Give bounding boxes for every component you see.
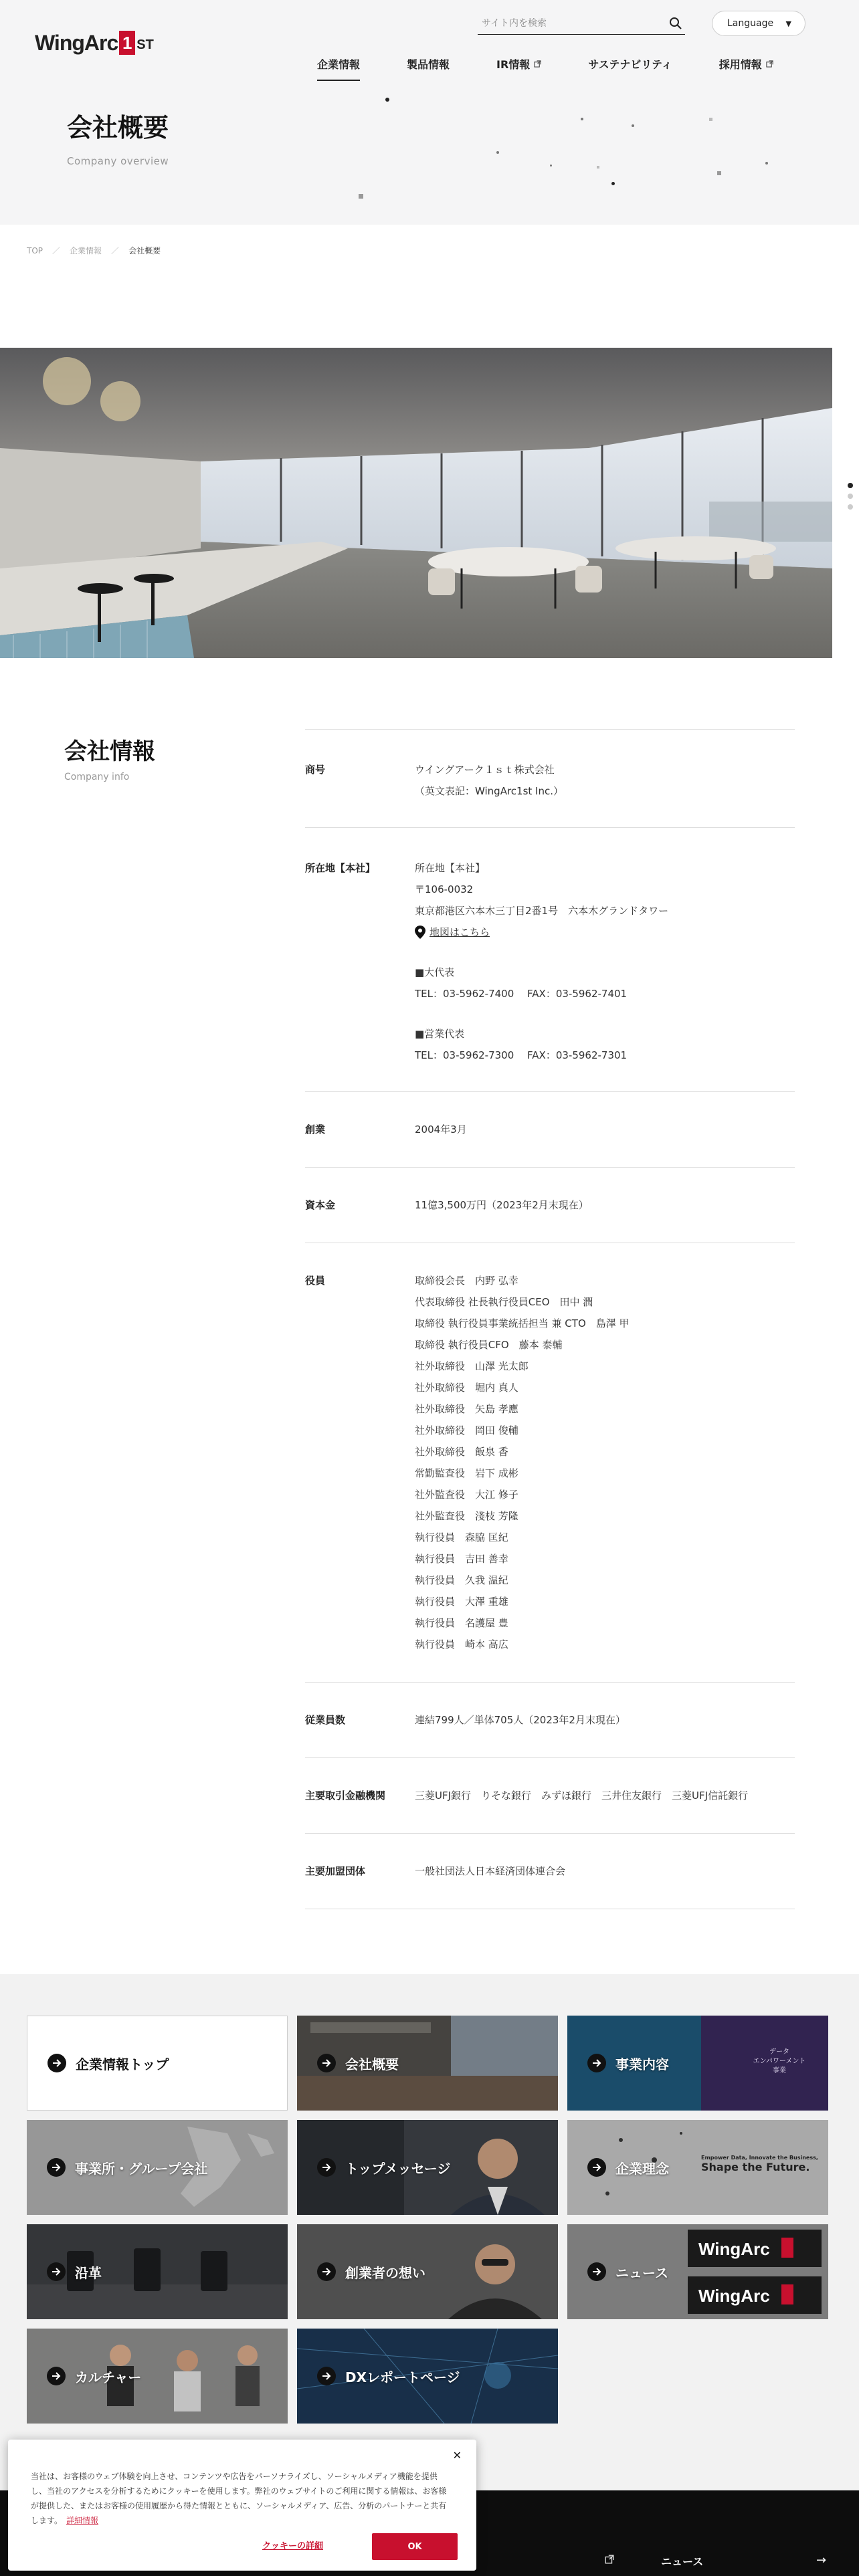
officer-line: 代表取締役 社長執行役員CEO 田中 潤 (415, 1296, 593, 1308)
card-label: 会社概要 (345, 2056, 399, 2072)
arrow-right-icon (317, 2367, 336, 2385)
card-label: ニュース (615, 2264, 668, 2281)
logo-wordmark: WingArc (35, 30, 118, 55)
card-company-overview[interactable] (297, 2016, 558, 2111)
card-label: カルチャー (75, 2369, 142, 2385)
external-link-icon (534, 60, 541, 68)
slider-dot[interactable] (848, 483, 853, 488)
arrow-right-icon (317, 2262, 336, 2281)
breadcrumb-top[interactable]: TOP (27, 245, 43, 255)
info-row-capital (305, 1168, 795, 1243)
row-value (415, 1270, 795, 1655)
decor-dot (632, 124, 634, 127)
arrow-right-icon (587, 2054, 606, 2072)
cookie-message: 当社は、お客様のウェブ体験を向上させ、コンテンツや広告をパーソナライズし、ソーシャルメディア機能を提供し、当社のアクセスを分析するためにクッキーを使用します。弊社のウェブサイトのご利用に関する情報は、お客様が提供した、またはお客様の使用履歴から得た情報とともに、ソーシャルメディア、広告、分析のパートナーと共有します。 (31, 2472, 447, 2525)
value-line: （英文表記：WingArc1st Inc.） (415, 785, 563, 797)
arrow-right-icon (47, 2262, 66, 2281)
company-info-table (305, 729, 795, 1909)
row-label: 所在地【本社】 (305, 862, 376, 874)
arrow-right-icon (587, 2262, 606, 2281)
map-link[interactable] (415, 922, 795, 943)
cookie-banner (8, 2440, 476, 2571)
card-business[interactable] (567, 2016, 828, 2111)
officer-line: 執行役員 久我 温紀 (415, 1574, 508, 1586)
decor-dot (385, 98, 389, 102)
row-label: 従業員数 (305, 1714, 346, 1726)
nav-label: 企業情報 (317, 58, 361, 71)
global-nav (317, 55, 773, 81)
decor-square (597, 166, 599, 169)
slider-pagination (848, 483, 853, 510)
value-line: 所在地【本社】 (415, 862, 486, 874)
close-icon[interactable]: ✕ (452, 2449, 462, 2462)
card-label: 企業情報トップ (76, 2056, 169, 2072)
row-label: 商号 (305, 764, 326, 776)
arrow-right-icon[interactable]: → (816, 2553, 827, 2567)
decor-dot (611, 182, 615, 185)
card-label: 企業理念 (615, 2160, 669, 2177)
card-label: 沿革 (75, 2264, 102, 2281)
row-value: 11億3,500万円（2023年2月末現在） (415, 1199, 589, 1211)
external-link-icon (605, 2555, 614, 2564)
info-row-founded (305, 1092, 795, 1168)
breadcrumb-separator: ／ (52, 246, 61, 255)
slider-dot[interactable] (848, 494, 853, 499)
arrow-right-icon (587, 2158, 606, 2177)
breadcrumb-separator: ／ (111, 246, 120, 255)
value-line: TEL：03-5962-7300 FAX：03-5962-7301 (415, 1049, 628, 1061)
language-select[interactable] (712, 11, 805, 36)
site-search (478, 12, 685, 35)
svg-text:WingArc: WingArc (698, 2239, 770, 2259)
search-icon[interactable] (666, 14, 685, 33)
decor-square (709, 118, 712, 121)
nav-item-ir[interactable] (496, 55, 541, 81)
card-news[interactable] (567, 2224, 828, 2319)
value-line: ウイングアーク１ｓｔ株式会社 (415, 764, 555, 776)
section-subtitle: Company info (64, 772, 130, 782)
row-label: 主要加盟団体 (305, 1865, 366, 1877)
officer-line: 社外取締役 矢島 孝應 (415, 1403, 518, 1415)
officer-line: 取締役 執行役員CFO 藤本 泰輔 (415, 1339, 563, 1351)
arrow-right-icon (47, 2054, 66, 2072)
nav-item-recruit[interactable] (719, 55, 773, 81)
row-label: 創業 (305, 1123, 326, 1136)
card-background (297, 2224, 558, 2319)
row-label: 主要取引金融機関 (305, 1790, 386, 1802)
page-subtitle: Company overview (67, 155, 169, 167)
decor-square (359, 194, 363, 199)
decor-square (717, 171, 721, 175)
value-line: 東京都港区六本木三丁目2番1号 六本木グランドタワー (415, 905, 669, 917)
card-dx-report[interactable] (297, 2329, 558, 2424)
cookie-details-link[interactable]: クッキーの詳細 (262, 2541, 324, 2551)
card-label: 創業者の想い (345, 2264, 425, 2281)
row-value: 2004年3月 (415, 1123, 467, 1136)
row-value: 三菱UFJ銀行 りそな銀行 みずほ銀行 三井住友銀行 三菱UFJ信託銀行 (415, 1790, 749, 1802)
card-background (27, 2224, 288, 2319)
value-line: ■大代表 (415, 966, 455, 978)
row-label: 役員 (305, 1275, 326, 1287)
nav-label: 採用情報 (719, 58, 762, 71)
page-header (0, 0, 859, 225)
language-label: Language (727, 18, 774, 29)
nav-label: 製品情報 (407, 58, 450, 71)
info-row-officers (305, 1243, 795, 1683)
officer-line: 取締役 執行役員事業統括担当 兼 CTO 島澤 甲 (415, 1317, 630, 1329)
officer-line: 執行役員 名護屋 豊 (415, 1617, 508, 1629)
officer-line: 執行役員 森脇 匡紀 (415, 1531, 508, 1543)
card-image-text: Empower Data, Innovate the Business, Shape the Future. (701, 2155, 818, 2173)
arrow-right-icon (47, 2158, 66, 2177)
caret-down-icon: ▼ (785, 19, 791, 28)
card-label: 事業所・グループ会社 (75, 2160, 208, 2177)
value-line: 〒106-0032 (415, 883, 474, 895)
card-background (567, 2224, 828, 2319)
page-title: 会社概要 (67, 113, 169, 142)
decor-dot (581, 118, 583, 120)
officer-line: 執行役員 崎本 高広 (415, 1638, 508, 1650)
officer-line: 社外取締役 堀内 真人 (415, 1382, 518, 1394)
svg-text:WingArc: WingArc (698, 2286, 770, 2306)
info-row-name (305, 730, 795, 828)
decor-dot (496, 151, 499, 154)
card-top-message[interactable] (297, 2120, 558, 2215)
logo-mark: 1 (119, 31, 135, 55)
decor-dot (765, 162, 768, 165)
nav-item-company[interactable] (317, 55, 360, 81)
info-row-employees (305, 1683, 795, 1758)
breadcrumb (27, 245, 161, 256)
officer-line: 執行役員 大澤 重雄 (415, 1596, 508, 1608)
officer-line: 執行役員 吉田 善幸 (415, 1553, 508, 1565)
arrow-right-icon (317, 2158, 336, 2177)
row-value (415, 857, 795, 1066)
officer-line: 取締役会長 内野 弘幸 (415, 1275, 518, 1287)
wingarc-logo[interactable] (35, 29, 154, 56)
info-row-groups (305, 1834, 795, 1909)
card-image-text: データ エンパワーメント 事業 (753, 2048, 806, 2074)
arrow-right-icon (317, 2054, 336, 2072)
value-line: ■営業代表 (415, 1028, 465, 1040)
officer-line: 社外取締役 岡田 俊輔 (415, 1424, 518, 1436)
card-philosophy[interactable] (567, 2120, 828, 2215)
nav-label: サステナビリティ (588, 58, 672, 71)
card-background (27, 2329, 288, 2424)
card-label: トップメッセージ (345, 2160, 451, 2177)
cookie-text (31, 2469, 452, 2528)
card-offices-group[interactable] (27, 2120, 288, 2215)
card-background (297, 2016, 558, 2111)
breadcrumb-company[interactable]: 企業情報 (70, 246, 102, 255)
officer-line: 社外取締役 飯泉 香 (415, 1446, 508, 1458)
card-label: DXレポートページ (345, 2369, 460, 2385)
footer-news-link[interactable]: ニュース (661, 2555, 704, 2568)
card-company-top[interactable] (27, 2016, 288, 2111)
arrow-right-icon (47, 2367, 66, 2385)
info-row-banks (305, 1758, 795, 1834)
map-link-label: 地図はこちら (430, 926, 490, 938)
map-pin-icon (415, 926, 425, 939)
row-label: 資本金 (305, 1199, 336, 1211)
cookie-accept-button[interactable]: OK (372, 2533, 458, 2560)
search-input[interactable] (478, 18, 666, 29)
row-value: 一般社団法人日本経済団体連合会 (415, 1865, 566, 1877)
nav-label: IR情報 (496, 58, 531, 71)
card-history[interactable] (27, 2224, 288, 2319)
row-value: 連結799人／単体705人（2023年2月末現在） (415, 1714, 626, 1726)
value-line: TEL：03-5962-7400 FAX：03-5962-7401 (415, 988, 628, 1000)
decor-dot (550, 165, 552, 167)
office-photo (0, 348, 832, 658)
card-culture[interactable] (27, 2329, 288, 2424)
officer-line: 常勤監査役 岩下 成彬 (415, 1467, 518, 1479)
info-row-address (305, 828, 795, 1092)
row-value (415, 759, 795, 802)
cookie-more-link[interactable]: 詳細情報 (66, 2516, 99, 2525)
logo-suffix: ST (136, 37, 154, 52)
officer-line: 社外監査役 淺枝 芳隆 (415, 1510, 518, 1522)
officer-line: 社外監査役 大江 修子 (415, 1489, 518, 1501)
nav-item-sustainability[interactable] (588, 55, 672, 81)
external-link-icon (766, 60, 773, 68)
section-title: 会社情報 (64, 738, 155, 765)
card-founder[interactable] (297, 2224, 558, 2319)
officer-line: 社外取締役 山澤 光太郎 (415, 1360, 529, 1372)
slider-dot[interactable] (848, 504, 853, 510)
nav-item-products[interactable] (407, 55, 450, 81)
card-label: 事業内容 (615, 2056, 669, 2072)
breadcrumb-current: 会社概要 (128, 246, 161, 255)
